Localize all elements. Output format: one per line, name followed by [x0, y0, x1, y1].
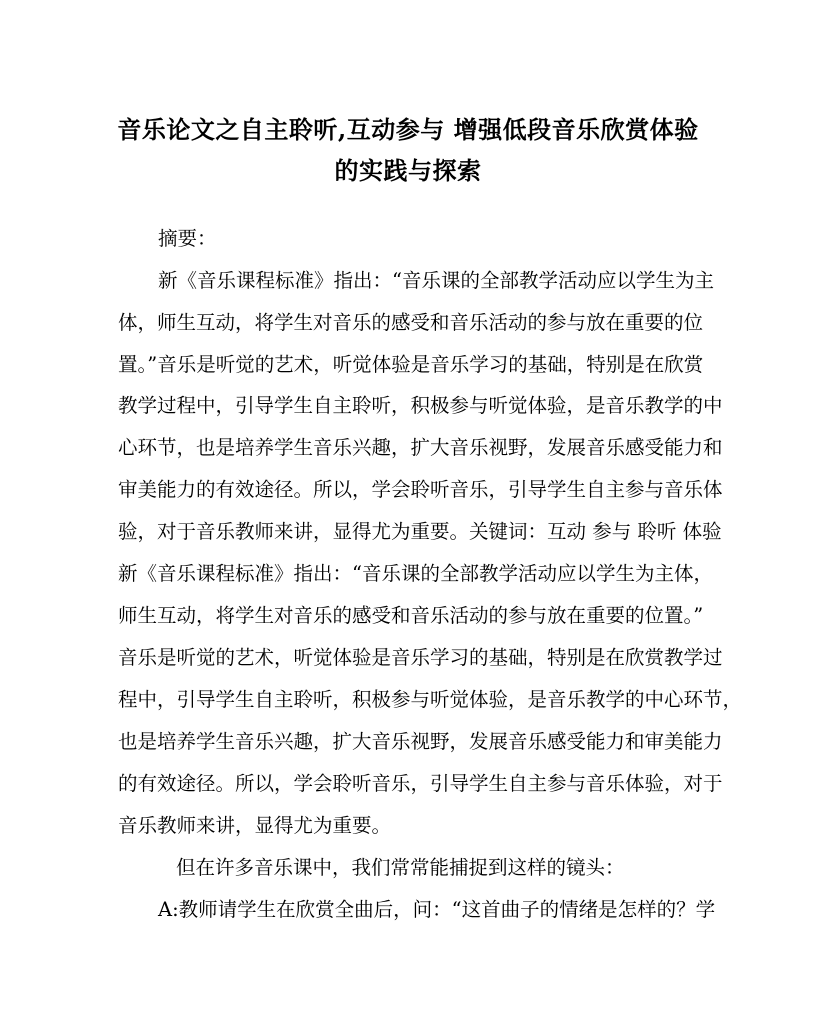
- paragraph-line: 验，对于音乐教师来讲，显得尤为重要。关键词：互动 参与 聆听 体验: [118, 520, 722, 543]
- paragraph-line: 程中，引导学生自主聆听，积极参与听觉体验，是音乐教学的中心环节，: [118, 688, 743, 711]
- paragraph-line: 新《音乐课程标准》指出：“音乐课的全部教学活动应以学生为主: [158, 269, 714, 292]
- paragraph-line: 师生互动，将学生对音乐的感受和音乐活动的参与放在重要的位置。”: [118, 604, 704, 627]
- paragraph-line: 心环节，也是培养学生音乐兴趣，扩大音乐视野，发展音乐感受能力和: [118, 436, 723, 459]
- paragraph-line: 但在许多音乐课中，我们常常能捕捉到这样的镜头：: [176, 856, 625, 879]
- paragraph-line: 的有效途径。所以，学会聆听音乐，引导学生自主参与音乐体验，对于: [118, 772, 723, 795]
- paragraph-line: 审美能力的有效途径。所以，学会聆听音乐，引导学生自主参与音乐体: [118, 478, 723, 501]
- paragraph-line: 置。”音乐是听觉的艺术，听觉体验是音乐学习的基础，特别是在欣赏: [118, 353, 704, 376]
- paragraph-line: 体，师生互动，将学生对音乐的感受和音乐活动的参与放在重要的位: [118, 311, 704, 334]
- paragraph-line: 音乐是听觉的艺术，听觉体验是音乐学习的基础，特别是在欣赏教学过: [118, 646, 723, 669]
- document-title-line-2: 的实践与探索: [334, 156, 482, 185]
- paragraph-line: 音乐教师来讲，显得尤为重要。: [118, 814, 392, 837]
- paragraph-line: 也是培养学生音乐兴趣，扩大音乐视野，发展音乐感受能力和审美能力: [118, 730, 723, 753]
- paragraph-line: A:教师请学生在欣赏全曲后，问：“这首曲子的情绪是怎样的？学: [158, 898, 716, 921]
- paragraph-line: 教学过程中，引导学生自主聆听，积极参与听觉体验，是音乐教学的中: [118, 394, 723, 417]
- document-title-line-1: 音乐论文之自主聆听,互动参与 增强低段音乐欣赏体验: [117, 115, 699, 144]
- abstract-heading: 摘要：: [158, 227, 217, 250]
- paragraph-line: 新《音乐课程标准》指出：“音乐课的全部教学活动应以学生为主体，: [118, 562, 713, 585]
